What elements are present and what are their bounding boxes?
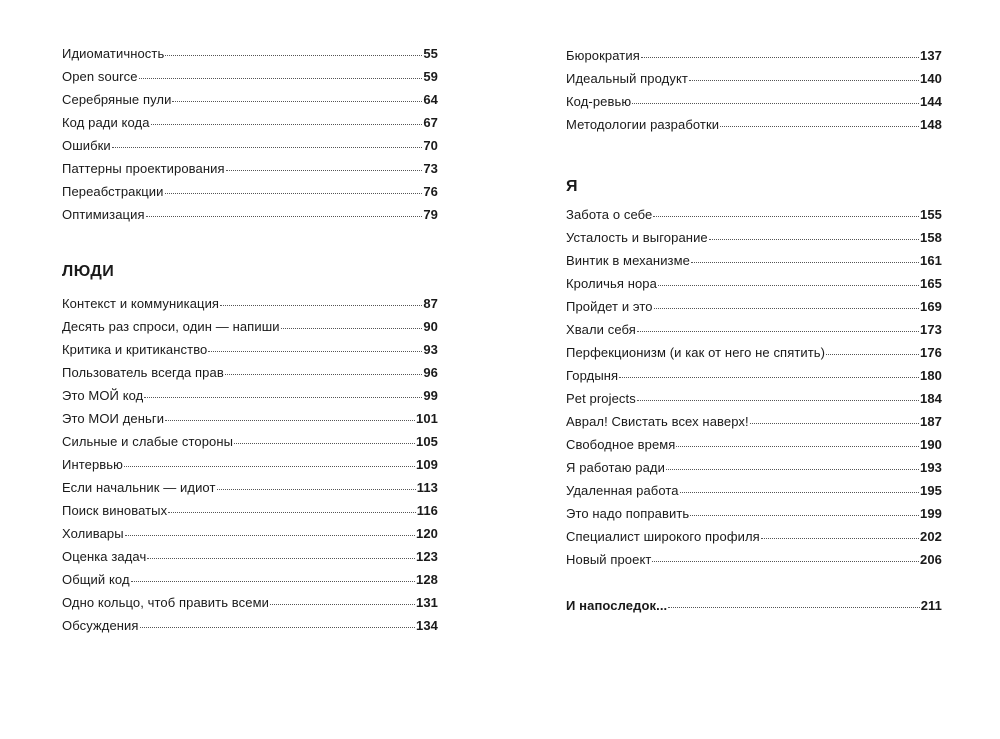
- toc-dot-leader: [761, 538, 919, 539]
- toc-dot-leader: [226, 170, 423, 171]
- toc-entry-title: Пользователь всегда прав: [62, 365, 224, 380]
- toc-entry-page: 109: [416, 457, 438, 472]
- toc-entry-title: Pet projects: [566, 391, 636, 406]
- toc-entry-title: Код-ревью: [566, 94, 632, 109]
- toc-entry-page: 193: [920, 460, 942, 475]
- toc-entry[interactable]: [566, 94, 942, 117]
- toc-entry[interactable]: [62, 115, 438, 138]
- toc-entry[interactable]: [566, 529, 942, 552]
- toc-entry-title: Критика и критиканство: [62, 342, 208, 357]
- toc-entry-page: 184: [920, 391, 942, 406]
- toc-dot-leader: [691, 262, 919, 263]
- toc-dot-leader: [165, 420, 415, 421]
- toc-dot-leader: [270, 604, 415, 605]
- toc-entry[interactable]: [566, 299, 942, 322]
- toc-entry-title: Ошибки: [62, 138, 111, 153]
- toc-dot-leader: [654, 308, 919, 309]
- toc-entry[interactable]: [566, 552, 942, 575]
- toc-dot-leader: [144, 397, 422, 398]
- toc-entry-title: Десять раз спроси, один — напиши: [62, 319, 280, 334]
- toc-entry-page: 140: [920, 71, 942, 86]
- toc-entry-title: Специалист широкого профиля: [566, 529, 760, 544]
- toc-entry-title: Холивары: [62, 526, 124, 541]
- toc-entry-title: Паттерны проектирования: [62, 161, 225, 176]
- toc-entry-page: 67: [423, 115, 438, 130]
- toc-entry-title: Свободное время: [566, 437, 676, 452]
- toc-entry-title: Я работаю ради: [566, 460, 665, 475]
- toc-dot-leader: [666, 469, 919, 470]
- toc-list-ya: [566, 207, 942, 575]
- toc-dot-leader: [234, 443, 415, 444]
- toc-entry[interactable]: [62, 434, 438, 457]
- toc-entry[interactable]: [566, 345, 942, 368]
- toc-entry-title: Забота о себе: [566, 207, 653, 222]
- toc-dot-leader: [165, 193, 423, 194]
- toc-dot-leader: [165, 55, 422, 56]
- toc-dot-leader: [139, 78, 423, 79]
- toc-dot-leader: [632, 103, 919, 104]
- toc-entry[interactable]: [62, 207, 438, 230]
- toc-entry-title: Это МОЙ код: [62, 388, 144, 403]
- toc-entry-page: 158: [920, 230, 942, 245]
- toc-entry-page: 148: [920, 117, 942, 132]
- toc-dot-leader: [658, 285, 919, 286]
- toc-entry-page: 211: [920, 598, 942, 613]
- toc-dot-leader: [709, 239, 919, 240]
- toc-entry-page: 134: [416, 618, 438, 633]
- toc-entry-title: Методологии разработки: [566, 117, 720, 132]
- toc-entry-page: 79: [423, 207, 438, 222]
- toc-entry-page: 199: [920, 506, 942, 521]
- toc-entry-page: 90: [423, 319, 438, 334]
- toc-entry-title: Удаленная работа: [566, 483, 679, 498]
- toc-entry[interactable]: [566, 322, 942, 345]
- toc-entry-title: Переабстракции: [62, 184, 164, 199]
- toc-dot-leader: [826, 354, 919, 355]
- toc-entry[interactable]: [62, 480, 438, 503]
- toc-entry-title: Оценка задач: [62, 549, 147, 564]
- toc-entry-title: Open source: [62, 69, 138, 84]
- toc-entry[interactable]: [566, 368, 942, 391]
- toc-dot-leader: [151, 124, 423, 125]
- toc-entry-title: Общий код: [62, 572, 130, 587]
- toc-entry-page: 59: [423, 69, 438, 84]
- toc-dot-leader: [220, 305, 422, 306]
- toc-entry[interactable]: [566, 506, 942, 529]
- toc-entry[interactable]: [62, 388, 438, 411]
- toc-dot-leader: [676, 446, 919, 447]
- toc-dot-leader: [217, 489, 416, 490]
- toc-entry[interactable]: [62, 365, 438, 388]
- toc-dot-leader: [112, 147, 423, 148]
- toc-entry-title: Гордыня: [566, 368, 619, 383]
- toc-entry-title: Усталость и выгорание: [566, 230, 708, 245]
- toc-entry-title: Одно кольцо, чтоб править всеми: [62, 595, 269, 610]
- toc-entry-title: Винтик в механизме: [566, 253, 690, 268]
- toc-entry-title: Оптимизация: [62, 207, 145, 222]
- toc-entry-page: 169: [920, 299, 942, 314]
- toc-list-final: [566, 598, 942, 621]
- toc-entry[interactable]: [62, 526, 438, 549]
- toc-entry-final[interactable]: [566, 598, 942, 621]
- toc-dot-leader: [208, 351, 422, 352]
- toc-entry-title: Обсуждения: [62, 618, 139, 633]
- toc-dot-leader: [720, 126, 919, 127]
- toc-entry[interactable]: [62, 184, 438, 207]
- toc-entry[interactable]: [62, 595, 438, 618]
- toc-entry-page: 190: [920, 437, 942, 452]
- section-heading-people: ЛЮДИ: [62, 263, 115, 280]
- toc-dot-leader: [619, 377, 919, 378]
- toc-dot-leader: [652, 561, 919, 562]
- toc-entry-page: 206: [920, 552, 942, 567]
- toc-list-people: [62, 296, 438, 641]
- toc-entry[interactable]: [566, 391, 942, 414]
- toc-entry-title: Бюрократия: [566, 48, 640, 63]
- toc-dot-leader: [680, 492, 919, 493]
- toc-entry-title: Серебряные пули: [62, 92, 172, 107]
- toc-entry[interactable]: [566, 437, 942, 460]
- toc-entry-page: 202: [920, 529, 942, 544]
- toc-entry[interactable]: [62, 161, 438, 184]
- toc-entry[interactable]: [566, 483, 942, 506]
- toc-entry-title: Идеальный продукт: [566, 71, 688, 86]
- toc-entry-page: 131: [416, 595, 438, 610]
- toc-entry-title: Интервью: [62, 457, 124, 472]
- section-heading-ya: Я: [566, 178, 578, 195]
- toc-dot-leader: [637, 400, 919, 401]
- toc-list-left-top: [62, 46, 438, 230]
- toc-entry[interactable]: [566, 48, 942, 71]
- toc-entry[interactable]: [62, 92, 438, 115]
- toc-dot-leader: [641, 57, 919, 58]
- toc-entry-page: 70: [423, 138, 438, 153]
- toc-dot-leader: [689, 80, 919, 81]
- toc-dot-leader: [281, 328, 423, 329]
- toc-entry[interactable]: [566, 117, 942, 140]
- toc-entry-title: Хвали себя: [566, 322, 636, 337]
- toc-dot-leader: [140, 627, 415, 628]
- toc-entry-title: Поиск виноватых: [62, 503, 168, 518]
- toc-dot-leader: [146, 216, 423, 217]
- toc-entry-page: 101: [416, 411, 438, 426]
- toc-entry-page: 55: [423, 46, 438, 61]
- toc-entry-title: Это надо поправить: [566, 506, 690, 521]
- toc-entry[interactable]: [566, 230, 942, 253]
- toc-entry-page: 116: [416, 503, 438, 518]
- toc-entry-page: 120: [416, 526, 438, 541]
- toc-entry-title: Контекст и коммуникация: [62, 296, 220, 311]
- toc-entry[interactable]: [62, 549, 438, 572]
- toc-entry-page: 64: [423, 92, 438, 107]
- toc-entry[interactable]: [62, 46, 438, 69]
- toc-entry-page: 87: [423, 296, 438, 311]
- toc-entry-page: 161: [920, 253, 942, 268]
- toc-entry[interactable]: [566, 414, 942, 437]
- toc-dot-leader: [147, 558, 415, 559]
- toc-entry-title: И напоследок...: [566, 598, 668, 613]
- toc-entry-page: 93: [423, 342, 438, 357]
- toc-dot-leader: [653, 216, 919, 217]
- toc-entry-title: Перфекционизм (и как от него не спятить): [566, 345, 826, 360]
- toc-entry-title: Пройдет и это: [566, 299, 653, 314]
- toc-entry[interactable]: [566, 276, 942, 299]
- toc-entry-page: 144: [920, 94, 942, 109]
- toc-entry-title: Это МОИ деньги: [62, 411, 165, 426]
- toc-entry-title: Аврал! Свистать всех наверх!: [566, 414, 749, 429]
- toc-entry-page: 99: [423, 388, 438, 403]
- toc-entry-page: 123: [416, 549, 438, 564]
- toc-entry[interactable]: [566, 253, 942, 276]
- toc-entry-title: Идиоматичность: [62, 46, 165, 61]
- toc-entry-page: 113: [416, 480, 438, 495]
- toc-entry-page: 195: [920, 483, 942, 498]
- toc-entry[interactable]: [62, 457, 438, 480]
- toc-entry-title: Код ради кода: [62, 115, 150, 130]
- toc-entry-page: 128: [416, 572, 438, 587]
- toc-entry[interactable]: [62, 572, 438, 595]
- toc-dot-leader: [168, 512, 416, 513]
- toc-list-right-top: [566, 48, 942, 140]
- toc-entry[interactable]: [62, 138, 438, 161]
- toc-entry[interactable]: [566, 71, 942, 94]
- toc-entry-page: 96: [423, 365, 438, 380]
- toc-entry[interactable]: [62, 342, 438, 365]
- toc-dot-leader: [637, 331, 919, 332]
- toc-dot-leader: [668, 607, 919, 608]
- toc-entry-title: Если начальник — идиот: [62, 480, 216, 495]
- toc-dot-leader: [124, 466, 415, 467]
- toc-entry[interactable]: [62, 503, 438, 526]
- toc-dot-leader: [690, 515, 919, 516]
- toc-entry-title: Сильные и слабые стороны: [62, 434, 234, 449]
- toc-entry[interactable]: [62, 296, 438, 319]
- toc-entry-page: 137: [920, 48, 942, 63]
- toc-dot-leader: [131, 581, 415, 582]
- toc-entry-page: 105: [416, 434, 438, 449]
- toc-entry-page: 173: [920, 322, 942, 337]
- toc-entry-page: 155: [920, 207, 942, 222]
- toc-entry[interactable]: [566, 207, 942, 230]
- toc-entry-title: Кроличья нора: [566, 276, 657, 291]
- toc-entry-page: 187: [920, 414, 942, 429]
- toc-entry-page: 73: [423, 161, 438, 176]
- toc-dot-leader: [125, 535, 415, 536]
- toc-dot-leader: [172, 101, 422, 102]
- toc-dot-leader: [225, 374, 422, 375]
- toc-dot-leader: [750, 423, 919, 424]
- toc-entry[interactable]: [566, 460, 942, 483]
- toc-entry-page: 76: [423, 184, 438, 199]
- toc-entry-page: 180: [920, 368, 942, 383]
- toc-entry-page: 165: [920, 276, 942, 291]
- toc-entry[interactable]: [62, 618, 438, 641]
- toc-entry-page: 176: [920, 345, 942, 360]
- toc-entry[interactable]: [62, 411, 438, 434]
- toc-entry[interactable]: [62, 319, 438, 342]
- toc-entry[interactable]: [62, 69, 438, 92]
- toc-entry-title: Новый проект: [566, 552, 652, 567]
